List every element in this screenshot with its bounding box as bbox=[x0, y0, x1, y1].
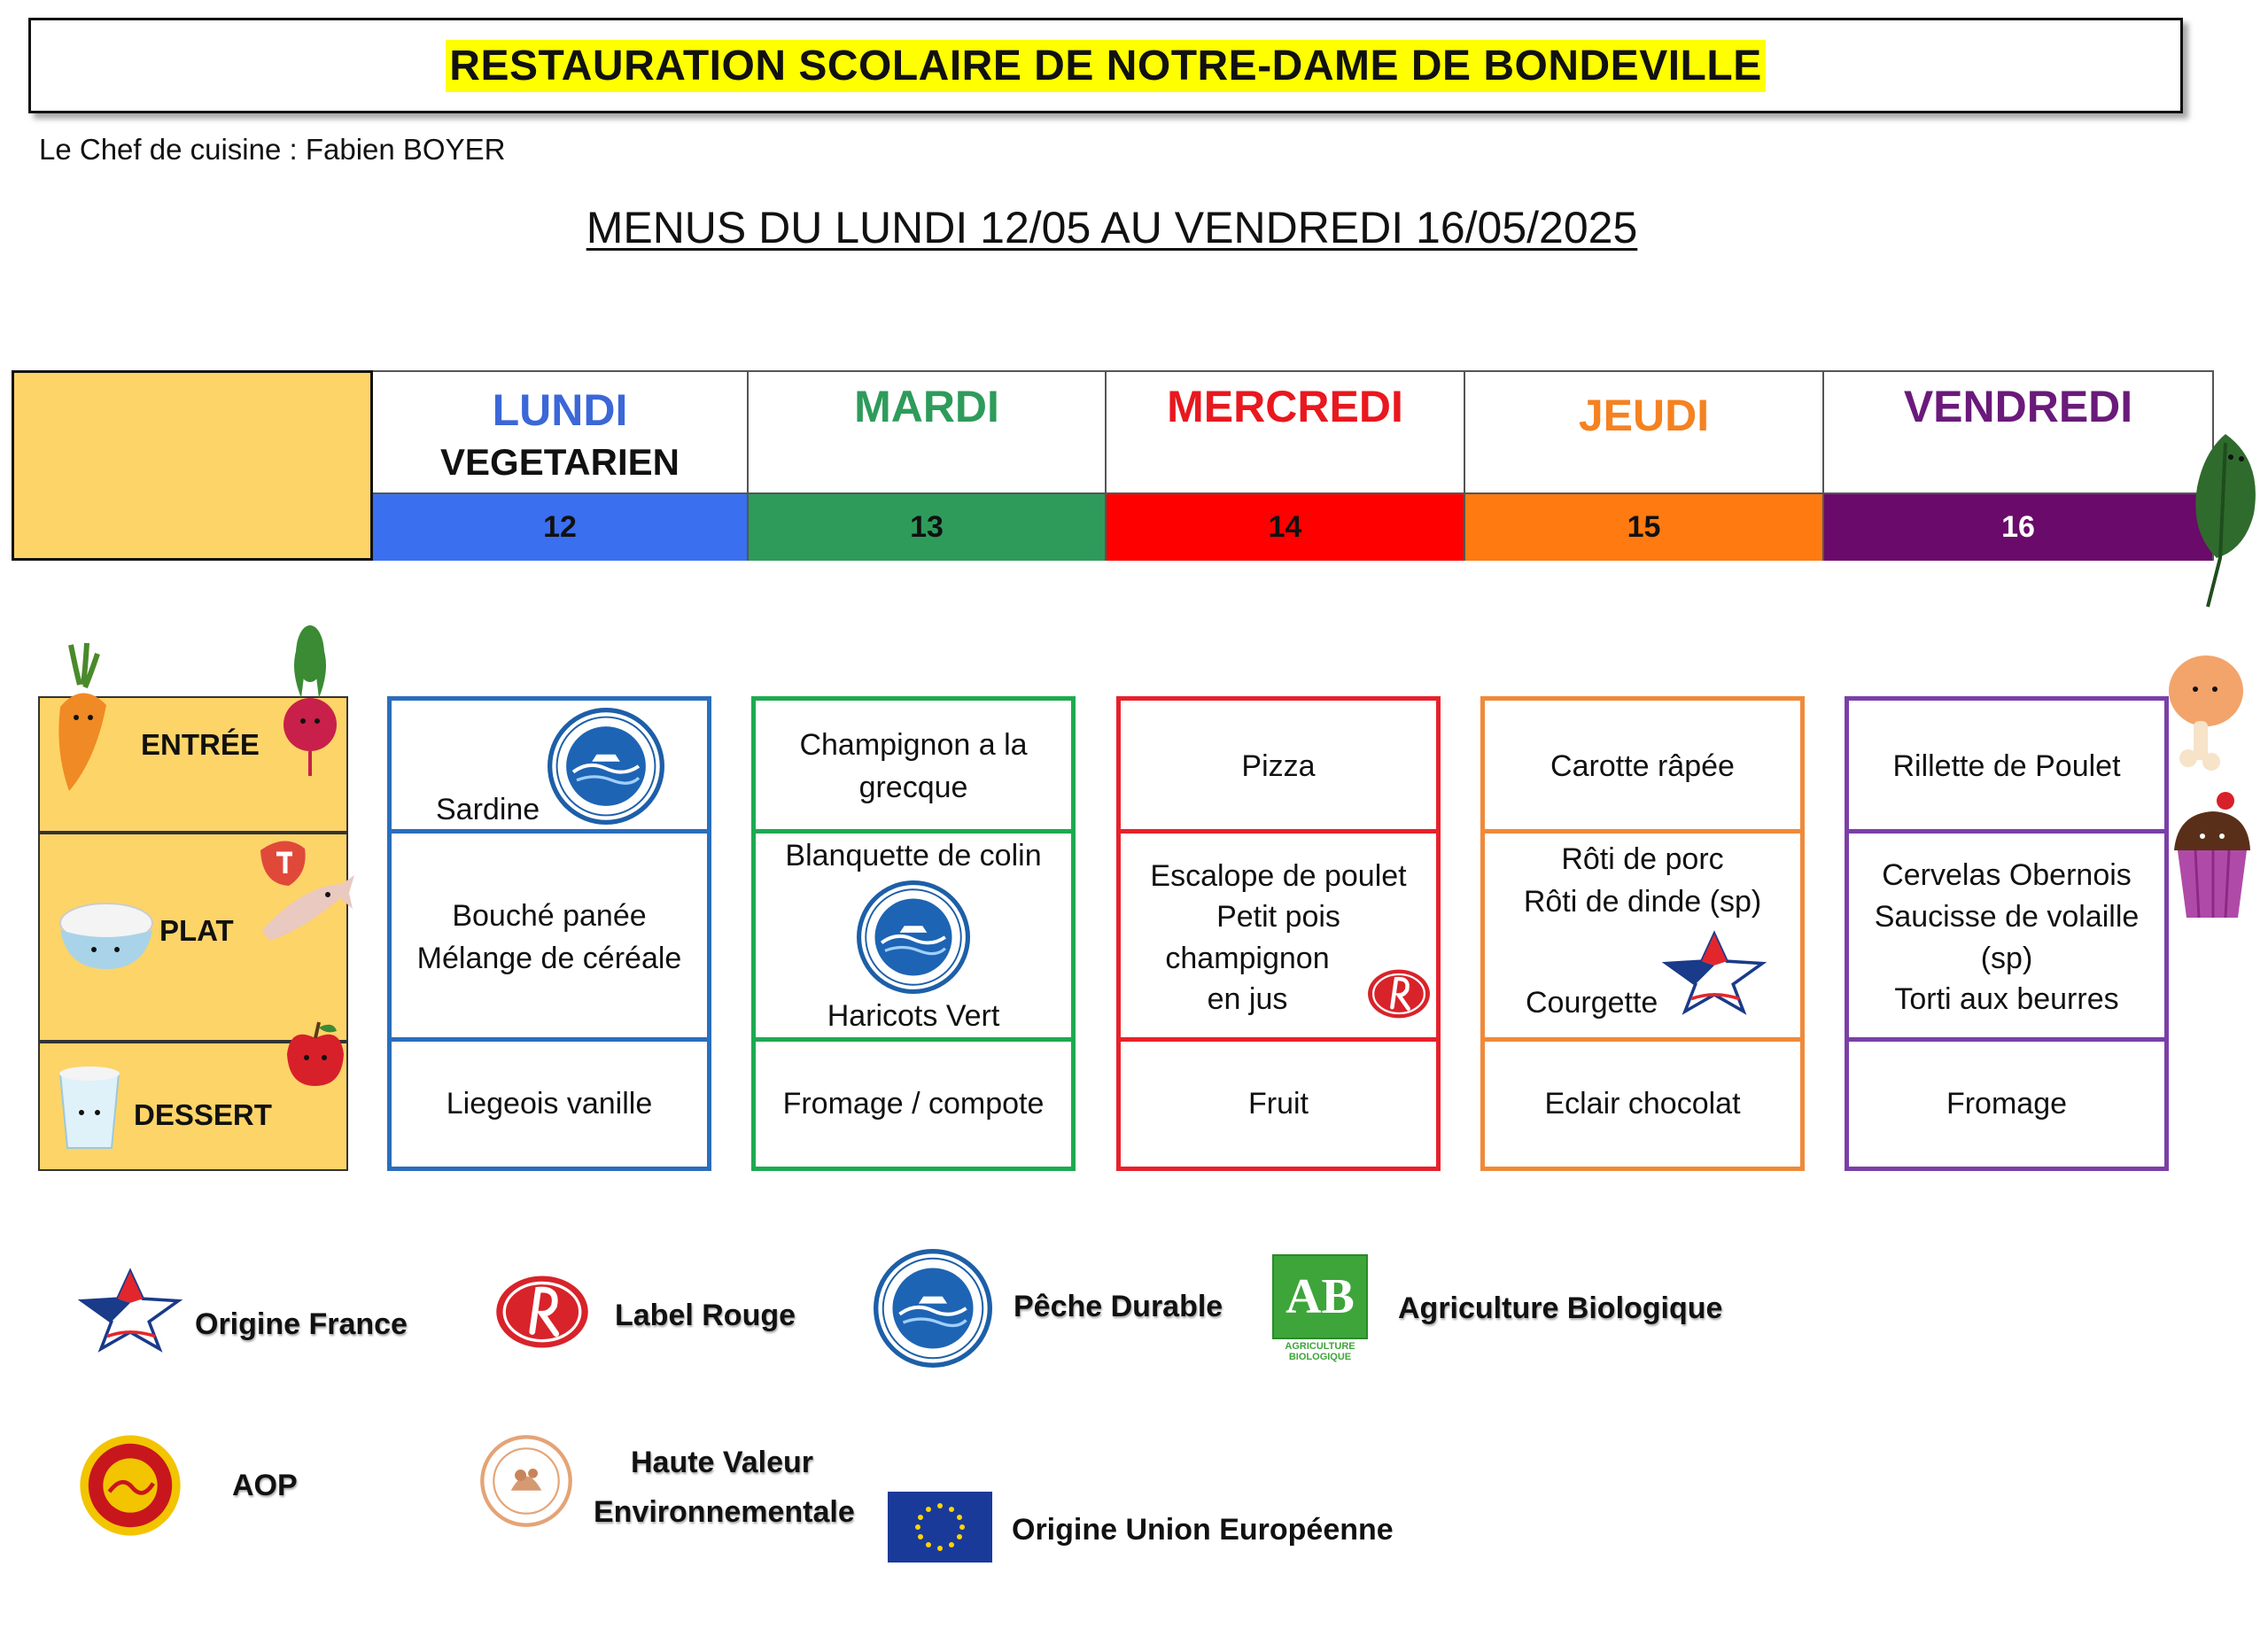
day-name-lundi: LUNDI bbox=[492, 385, 628, 435]
date-bar-mercredi: 14 bbox=[1107, 494, 1465, 561]
dish-name: Eclair chocolat bbox=[1544, 1086, 1741, 1121]
label-rouge-icon bbox=[1365, 966, 1433, 1021]
label-rouge-icon bbox=[487, 1272, 597, 1352]
rice-bowl-icon bbox=[53, 891, 159, 971]
viandes-de-france-icon bbox=[1662, 927, 1767, 1016]
legend-origine-france: Origine France bbox=[195, 1307, 408, 1341]
peche-durable-icon bbox=[548, 708, 664, 825]
week-heading bbox=[0, 202, 2224, 253]
dish-name: Mélange de céréale bbox=[416, 941, 682, 975]
apple-icon bbox=[282, 1019, 349, 1090]
legend-label-rouge: Label Rouge bbox=[615, 1299, 796, 1332]
day-head-mardi bbox=[749, 370, 1107, 494]
menu-column-mercredi bbox=[1116, 696, 1441, 1171]
dish-name: Torti aux beurres bbox=[1894, 982, 2119, 1017]
dish-name: Courgette bbox=[1526, 986, 1658, 1020]
dish-name: en jus bbox=[1207, 981, 1288, 1016]
legend-hve-line2: Environnementale bbox=[594, 1495, 855, 1529]
dish-name: Blanquette de colin bbox=[785, 839, 1042, 872]
legend-origine-ue: Origine Union Européenne bbox=[1012, 1513, 1394, 1547]
day-sub-lundi: VEGETARIEN bbox=[440, 441, 680, 483]
dish-name: Haricots Vert bbox=[827, 999, 1000, 1034]
menu-column-jeudi bbox=[1480, 696, 1805, 1171]
mardi-plat bbox=[756, 834, 1071, 1042]
chef-name: Le Chef de cuisine : Fabien BOYER bbox=[39, 133, 506, 166]
menu-column-mardi bbox=[751, 696, 1076, 1171]
day-head-jeudi bbox=[1465, 370, 1824, 494]
vendredi-dessert bbox=[1849, 1042, 2164, 1167]
vendredi-plat bbox=[1849, 834, 2164, 1042]
day-head-lundi bbox=[373, 370, 749, 494]
page-title: RESTAURATION SCOLAIRE DE NOTRE-DAME DE BONDEVILLE bbox=[446, 40, 1765, 92]
course-dessert-label: DESSERT bbox=[134, 1098, 272, 1131]
dish-name: (sp) bbox=[1980, 941, 2033, 975]
day-name-mercredi: MERCREDI bbox=[1167, 382, 1403, 431]
ab-sub-2: BIOLOGIQUE bbox=[1288, 1352, 1352, 1363]
date-bar-lundi: 12 bbox=[373, 494, 749, 561]
dish-name: Escalope de poulet bbox=[1150, 859, 1407, 894]
radish-icon bbox=[275, 618, 346, 778]
menu-column-lundi bbox=[387, 696, 711, 1171]
week-heading-text: MENUS DU LUNDI 12/05 AU VENDREDI 16/05/2025 bbox=[586, 203, 1638, 252]
course-plat-label: PLAT bbox=[159, 914, 234, 947]
legend-agriculture-bio: Agriculture Biologique bbox=[1398, 1291, 1723, 1325]
date-bar-jeudi: 15 bbox=[1465, 494, 1824, 561]
chicken-leg-icon bbox=[2162, 647, 2250, 779]
eu-flag-icon bbox=[888, 1492, 992, 1563]
carrot-icon bbox=[51, 636, 113, 795]
jeudi-plat bbox=[1485, 834, 1800, 1042]
dish-name: Pizza bbox=[1241, 749, 1316, 784]
mercredi-entree bbox=[1121, 701, 1436, 834]
legend-aop: AOP bbox=[232, 1469, 298, 1502]
title-box bbox=[28, 18, 2183, 113]
dish-name: Liegeois vanille bbox=[446, 1086, 653, 1121]
lundi-entree bbox=[392, 701, 707, 834]
yogurt-icon bbox=[50, 1056, 129, 1153]
legend-peche-durable: Pêche Durable bbox=[1014, 1290, 1223, 1323]
dish-name: champignon bbox=[1165, 941, 1330, 975]
viandes-de-france-icon bbox=[78, 1261, 183, 1357]
mercredi-plat bbox=[1121, 834, 1436, 1042]
menu-column-vendredi bbox=[1845, 696, 2169, 1171]
day-name-jeudi: JEUDI bbox=[1578, 391, 1710, 440]
day-name-mardi: MARDI bbox=[854, 382, 999, 431]
header-corner-cell bbox=[12, 370, 373, 561]
legend-hve-line1: Haute Valeur bbox=[631, 1446, 813, 1479]
date-bar-mardi: 13 bbox=[749, 494, 1107, 561]
dish-name: Fromage bbox=[1946, 1086, 2068, 1121]
peche-durable-icon bbox=[874, 1249, 992, 1368]
meat-fish-icon bbox=[250, 833, 356, 948]
dish-name: Cervelas Obernois bbox=[1882, 857, 2132, 892]
ab-logo bbox=[1272, 1254, 1368, 1366]
dish-name: Saucisse de volaille bbox=[1874, 899, 2140, 934]
day-head-vendredi bbox=[1824, 370, 2214, 494]
mardi-dessert bbox=[756, 1042, 1071, 1167]
dish-name: Fruit bbox=[1248, 1086, 1309, 1121]
jeudi-entree bbox=[1485, 701, 1800, 834]
dish-name: Sardine bbox=[436, 793, 540, 826]
jeudi-dessert bbox=[1485, 1042, 1800, 1167]
dish-name: Rôti de porc bbox=[1561, 842, 1724, 876]
dish-name: Rôti de dinde (sp) bbox=[1523, 884, 1762, 919]
dish-name: grecque bbox=[858, 771, 968, 804]
mardi-entree bbox=[756, 701, 1071, 834]
dish-name: Petit pois bbox=[1216, 900, 1340, 934]
dish-name: Carotte râpée bbox=[1550, 749, 1735, 784]
mercredi-dessert bbox=[1121, 1042, 1436, 1167]
lundi-plat bbox=[392, 834, 707, 1042]
dish-name: Fromage / compote bbox=[782, 1086, 1045, 1121]
course-entree-label: ENTRÉE bbox=[141, 728, 260, 761]
cupcake-icon bbox=[2169, 788, 2256, 921]
dish-name: Champignon a la bbox=[799, 728, 1028, 763]
peche-durable-icon bbox=[857, 880, 970, 994]
vendredi-entree bbox=[1849, 701, 2164, 834]
lundi-dessert bbox=[392, 1042, 707, 1167]
aop-icon bbox=[78, 1433, 183, 1538]
ab-icon: AB bbox=[1272, 1254, 1368, 1339]
day-name-vendredi: VENDREDI bbox=[1903, 382, 2133, 431]
ab-sub-1: AGRICULTURE bbox=[1285, 1341, 1355, 1352]
date-bar-vendredi: 16 bbox=[1824, 494, 2214, 561]
spinach-icon bbox=[2181, 425, 2266, 611]
dish-name: Bouché panée bbox=[452, 898, 647, 933]
hve-icon bbox=[478, 1433, 574, 1529]
dish-name: Rillette de Poulet bbox=[1892, 749, 2121, 784]
day-head-mercredi bbox=[1107, 370, 1465, 494]
